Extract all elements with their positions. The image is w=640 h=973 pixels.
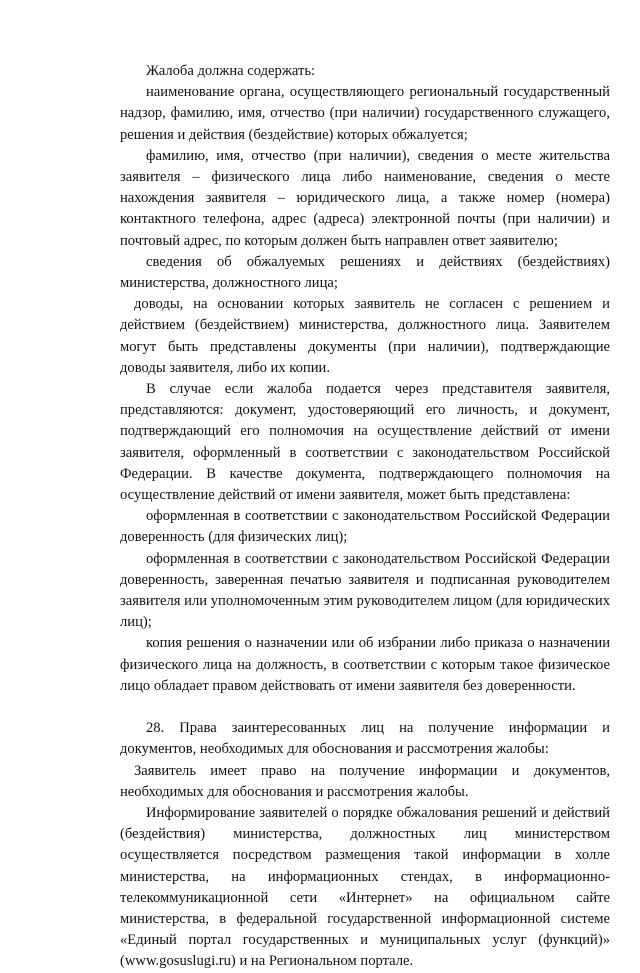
paragraph-power-of-attorney-individuals: оформленная в соответствии с законодательством Российской Федерации доверенность (для физических лиц); xyxy=(120,508,610,546)
paragraph-authority-name: наименование органа, осуществляющего региональный государственный надзор, фамилию, имя, отчество (при наличии) государственного служащего, решения и действия (бездействие) которых обжалуется; xyxy=(120,84,610,143)
document-body xyxy=(120,61,610,973)
paragraph-informing-applicants: Информирование заявителей о порядке обжалования решений и действий (бездействия) министерства, должностных лиц министерством осуществляется посредством размещения такой информации в холле министерства, на информационных стендах, в информационно-телекоммуникационной сети «Интернет» на официальном сайте министерства, в федеральной государственной информационной системе «Единый портал государственных и муниципальных услуг (функций)» (www.gosuslugi.ru) и на Региональном портале. xyxy=(120,804,610,970)
paragraph-appealed-decisions: сведения об обжалуемых решениях и действиях (бездействиях) министерства, должностного лица; xyxy=(120,253,610,292)
paragraph-applicant-details: фамилию, имя, отчество (при наличии), сведения о месте жительства заявителя – физического лица либо наименование, сведения о месте нахождения заявителя – юридического лица, а также номер (номера) контактного телефона, адрес (адреса) электронной почты (при наличии) и почтовый адрес, по которым должен быть направлен ответ заявителю; xyxy=(120,147,610,249)
paragraph-right-to-information: Заявитель имеет право на получение информации и документов, необходимых для обоснования и рассмотрения жалобы. xyxy=(120,762,610,800)
section-heading-28: 28. Права заинтересованных лиц на получение информации и документов, необходимых для обоснования и рассмотрения жалобы: xyxy=(120,720,610,758)
paragraph-power-of-attorney-legal-entities: оформленная в соответствии с законодательством Российской Федерации доверенность, заверенная печатью заявителя и подписанная руководителем заявителя или уполномоченным этим руководителем лицом (для юридических лиц); xyxy=(120,550,610,631)
paragraph-complaint-contents-intro: Жалоба должна содержать: xyxy=(146,63,316,79)
paragraph-arguments: доводы, на основании которых заявитель не согласен с решением и действием (бездействием) министерства, должностного лица. Заявителем могут быть представлены документы (при наличии), подтверждающие доводы заявителя, либо их копии. xyxy=(120,296,610,376)
paragraph-appointment-decision-copy: копия решения о назначении или об избрании либо приказа о назначении физического лица на должность, в соответствии с которым такое физическое лицо обладает правом действовать от имени заявителя без доверенности. xyxy=(120,635,610,694)
paragraph-representative: В случае если жалоба подается через представителя заявителя, представляются: документ, удостоверяющий его личность, и документ, подтверждающий его полномочия на осуществление действий от имени заявителя, оформленный в соответствии с законодательством Российской Федерации. В качестве документа, подтверждающего полномочия на осуществление действий от имени заявителя, может быть представлена: xyxy=(120,381,610,504)
